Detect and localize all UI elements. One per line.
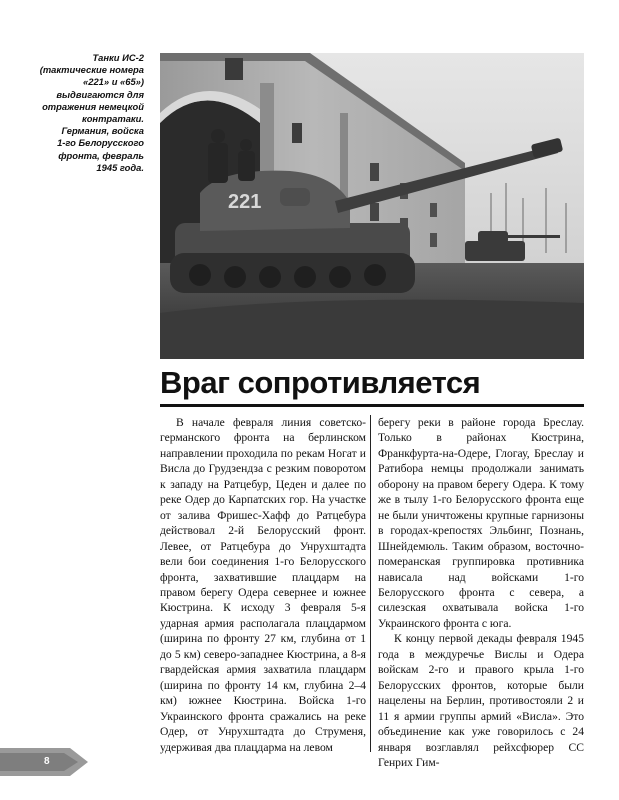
caption-line: 1-го Белорусского — [57, 137, 144, 149]
tank-photo — [160, 53, 584, 359]
caption-line: отражения немецкой — [42, 100, 144, 112]
page-number: 8 — [44, 756, 50, 767]
turret-number: 221 — [228, 191, 262, 213]
article-column-left — [160, 415, 366, 755]
paragraph: В начале февраля линия советско-германского фронта на берлинском направлении проходила по рекам Ногат и Висла до Грудзендза с резким поворотом к западу на Ратцебур, Цеден и далее по реке Одер до Карпатских гор. На участке от залива Фришес-Хафф до Ратцебура действовал 2-й Белорусский фронт. Левее, от Ратцебура до Унрухштадта вели бои соединения 1-го Белорусского фронта, захватившие плацдарм на правом берегу Одера севернее и южнее Кюстрина. К исходу 3 февраля 5-я ударная армия располагала плацдармом (ширина по фронту 27 км, глубина от 1 до 5 км) северо-западнее Кюстрина, а 8-я гвардейская армия захватила плацдарм (ширина по фронту 14 км, глубина 2–4 км) южнее Кюстрина. Войска 1-го Украинского фронта сражались на реке Одер, от Унрухштадта до Струменя, удерживая два плацдарма на левом — [160, 416, 366, 754]
caption-line: (тактические номера — [39, 64, 144, 76]
caption-line: контратаки. — [81, 113, 144, 125]
article-column-right — [378, 415, 584, 770]
photo-caption — [28, 52, 144, 174]
paragraph-continued: берегу реки в районе города Бреслау. Только в районах Кюстрина, Франкфурта-на-Одере, Глогау, Бреслау и Ратибора немцы продолжали занимать оборону на правом берегу Одера. К тому же в тылу 1-го Белорусского фронта еще не были уничтожены крупные гарнизоны в городах-крепостях Эльбинг, Познань, Шнейдемюль. Таким образом, восточно-померанская группировка противника нависала над войсками 1-го Белорусского фронта с севера, а силезская охватывала войска 1-го Украинского фронта с юга. — [378, 416, 584, 630]
column-divider — [370, 415, 371, 752]
article-headline: Враг сопротивляется — [160, 365, 481, 400]
caption-line: 1945 года. — [96, 161, 144, 173]
caption-line: Танки ИС-2 — [92, 52, 144, 63]
headline-rule — [160, 404, 584, 407]
caption-line: «221» и «65») — [83, 76, 144, 88]
caption-line: фронта, февраль — [58, 149, 144, 161]
paragraph: К концу первой декады февраля 1945 года в междуречье Вислы и Одера войскам 2-го и правого крыла 1-го Белорусских фронтов, которые были нацелены на Берлин, противостояли 2 и 11 я армии группы армий «Висла». Это объединение как уже говорилось с 24 января возглавлял рейхсфюрер СС Генрих Гим- — [378, 632, 584, 769]
caption-line: выдвигаются для — [56, 88, 144, 100]
caption-line: Германия, войска — [61, 125, 144, 137]
